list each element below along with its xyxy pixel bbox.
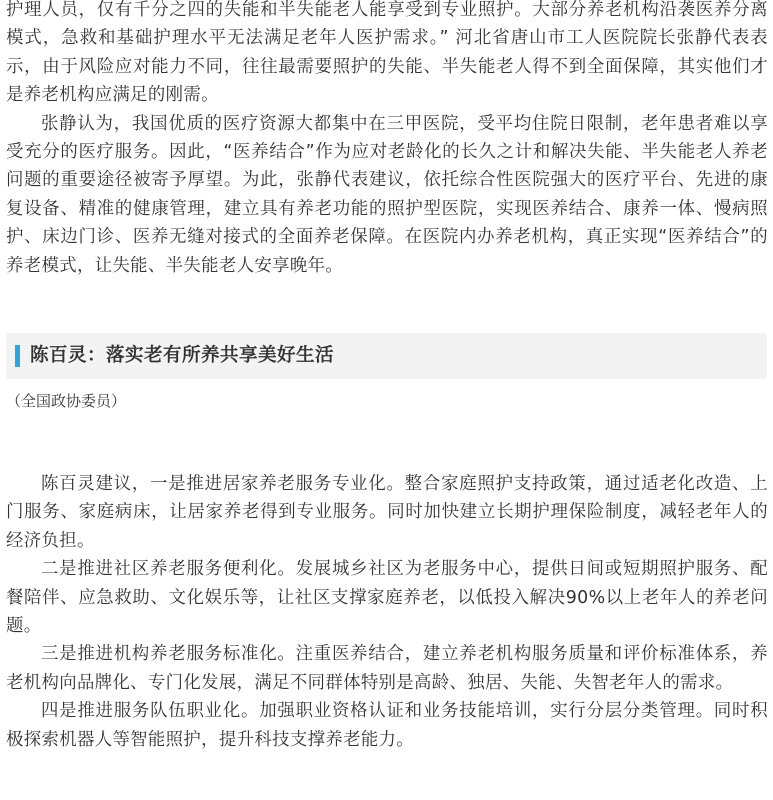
section-header: [6, 333, 767, 379]
section-subtitle: （全国政协委员）: [6, 392, 127, 410]
intro-paragraph-2: 张静认为，我国优质的医疗资源大都集中在三甲医院，受平均住院日限制，老年患者难以享受充分的医疗服务。因此，“医养结合”作为应对老龄化的长久之计和解决失能、半失能老人养老问题的重要途径被寄予厚望。为此，张静代表建议，依托综合性医院强大的医疗平台、先进的康复设备、精准的健康管理，建立具有养老功能的照护型医院，实现医养结合、康养一体、慢病照护、床边门诊、医养无缝对接式的全面养老保障。在医院内办养老机构，真正实现“医养结合”的养老模式，让失能、半失能老人安享晚年。: [6, 113, 768, 276]
intro-paragraph-1: 护理人员，仅有千分之四的失能和半失能老人能享受到专业照护。大部分养老机构沿袭医养分离模式，急救和基础护理水平无法满足老年人医护需求。” 河北省唐山市工人医院院长张静代表表示，由于风险应对能力不同，往往最需要照护的失能、半失能老人得不到全面保障，其实他们才是养老机构应满足的刚需。: [6, 0, 768, 106]
article-body: [0, 0, 773, 280]
section-paragraph-3: 三是推进机构养老服务标准化。注重医养结合，建立养老机构服务质量和评价标准体系，养老机构向品牌化、专门化发展，满足不同群体特别是高龄、独居、失能、失智老年人的需求。: [6, 644, 768, 693]
section-paragraph-4: 四是推进服务队伍职业化。加强职业资格认证和业务技能培训，实行分层分类管理。同时积极探索机器人等智能照护，提升科技支撑养老能力。: [6, 701, 768, 750]
section-paragraph-2: 二是推进社区养老服务便利化。发展城乡社区为老服务中心，提供日间或短期照护服务、配餐陪伴、应急救助、文化娱乐等，让社区支撑家庭养老，以低投入解决90%以上老年人的养老问题。: [6, 559, 768, 637]
section-body: [0, 470, 773, 754]
section-accent-bar: [15, 345, 20, 367]
section-paragraph-1: 陈百灵建议，一是推进居家养老服务专业化。整合家庭照护支持政策，通过适老化改造、上门服务、家庭病床，让居家养老得到专业服务。同时加快建立长期护理保险制度，减轻老年人的经济负担。: [6, 474, 768, 551]
section-title: 陈百灵：落实老有所养共享美好生活: [30, 345, 335, 366]
